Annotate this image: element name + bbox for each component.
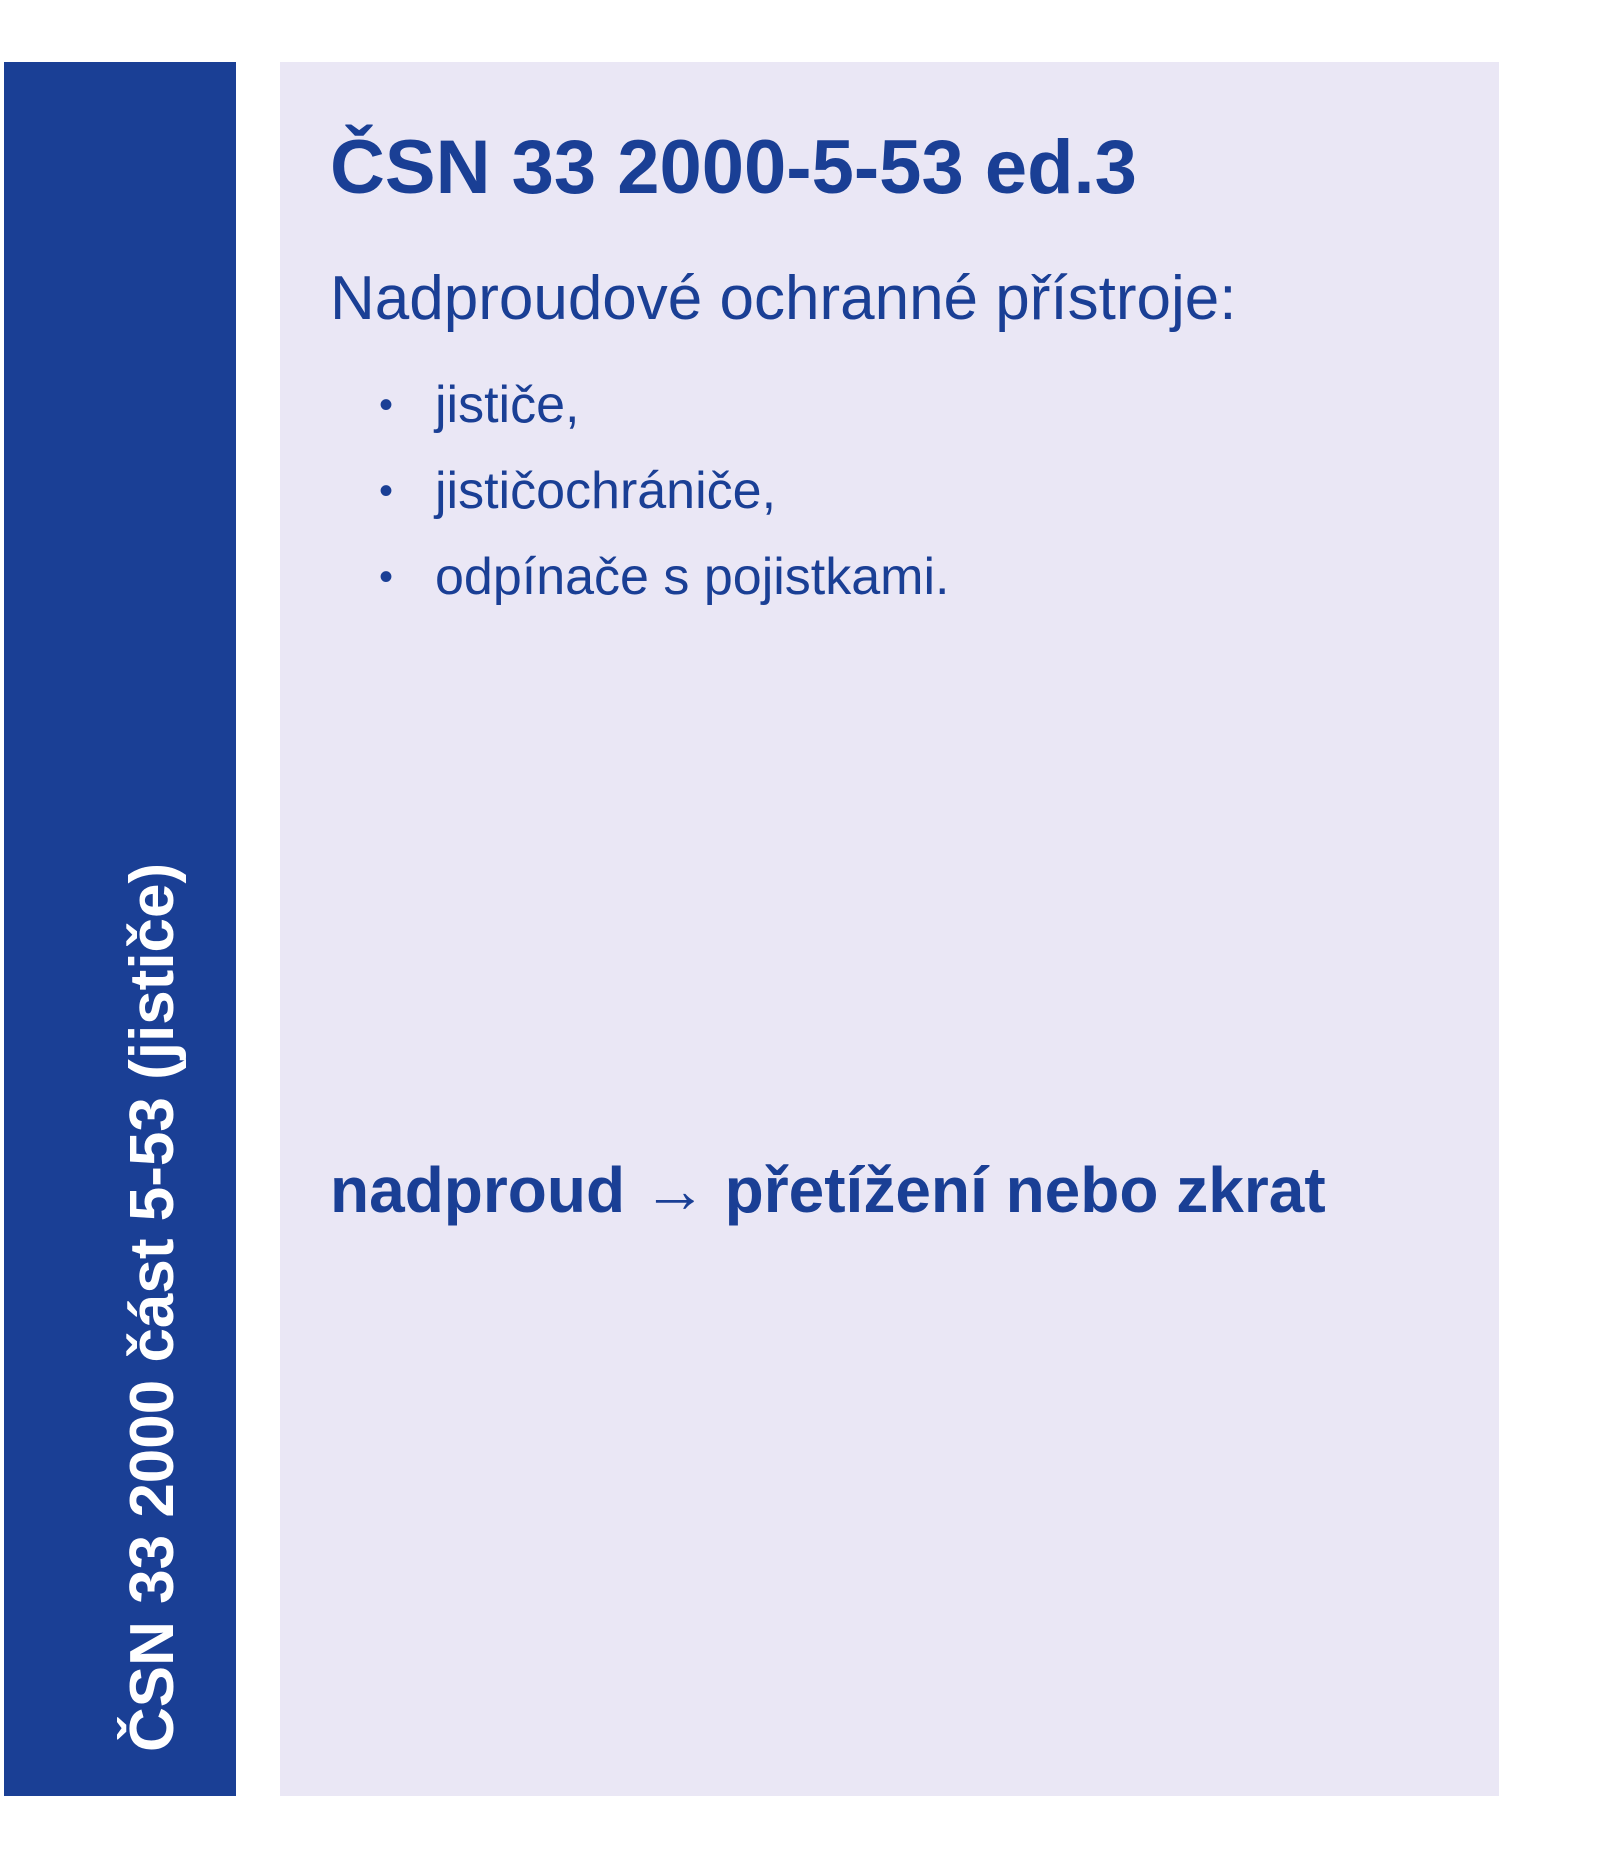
list-item-text: odpínače s pojistkami. [435,548,950,606]
list-item [330,448,950,534]
list-item-text: jističochrániče, [435,462,777,520]
bullet-icon: • [379,555,394,599]
list-item [330,362,950,448]
bullet-icon: • [379,383,394,427]
slide-title: ČSN 33 2000-5-53 ed.3 [330,125,1137,210]
content-panel [280,62,1499,1796]
conclusion-text: nadproud → přetížení nebo zkrat [330,1154,1326,1226]
sidebar-vertical-title: ČSN 33 2000 část 5-53 (jističe) [118,862,187,1752]
slide-subtitle: Nadproudové ochranné přístroje: [330,264,1237,333]
bullet-list [330,362,950,620]
sidebar-text-container [4,62,236,1796]
list-item [330,534,950,620]
sidebar-band [4,62,236,1796]
bullet-icon: • [379,469,394,513]
list-item-text: jističe, [435,376,580,434]
